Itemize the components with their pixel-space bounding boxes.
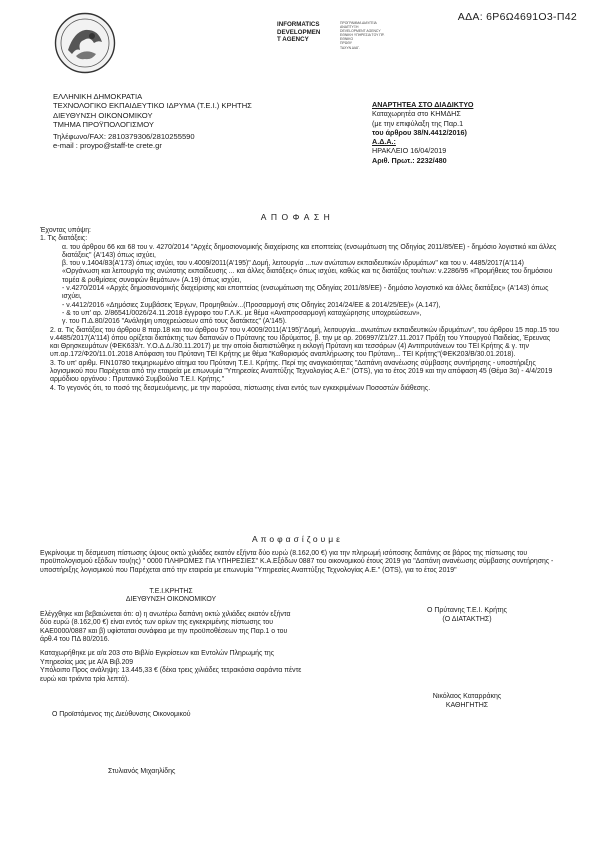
agency-logo-small-text: [340, 21, 410, 50]
issuer-line: ΤΕΧΝΟΛΟΓΙΚΟ ΕΚΠΑΙΔΕΥΤΙΚΟ ΙΔΡΥΜΑ (Τ.Ε.Ι.) ΚΡΗΤΗΣ: [53, 101, 252, 111]
item-1: 1. Τις διατάξεις:: [40, 235, 88, 243]
agency-small-line: ΕΘΝΙΚΟ: [340, 37, 354, 42]
item-4: 4. Το γεγονός ότι, το ποσό της δεσμευόμενης, με την παρούσα, πίστωσης είναι εντός των εγκεκριμένων Ποσοστών διάθεσης.: [50, 384, 431, 392]
rector-role: (Ο ΔΙΑΤΑΚΤΗΣ): [442, 615, 492, 623]
item-1f: γ. του Π.Δ.80/2016 "Ανάληψη υποχρεώσεων από τους διατάκτες" (Α'145).: [62, 318, 287, 326]
issuer-line: ΔΙΕΥΘΥΝΣΗ ΟΙΚΟΝΟΜΙΚΟΥ: [53, 110, 153, 120]
approval-text: Εγκρίνουμε τη δέσμευση πίστωσης ύψους οκτώ χιλιάδες εκατόν εξήντα δύο ευρώ (8.162,00 €) για την πληρωμή ισόποσης δαπάνης σε βάρος της πίστωσης του προϋπολογισμού εξόδων του(ης) " 0000 ΠΛΗΡΩΜΕΣ ΓΙΑ ΥΠΗΡΕΣΙΕΣ" Κ.Α.Εξόδων 0887 του οικονομικού έτους 2019 για "Δαπάνη ανανέωσης σύμβασης συντήρησης - υποστήριξης λογισμικού που Παρέχεται από την εταιρεία με επωνυμία "Υπηρεσίες Αναπτύξης Τεχνολογίας Α.Ε." (OTS), για το έτος 2019": [40, 550, 554, 574]
item-1d: - ν.4412/2016 «Δημόσιες Συμβάσεις Έργων, Προμηθειών...(Προσαρμογή στις Οδηγίες 2014/24/ΕΕ & 2014/25/ΕΕ)» (Α.147),: [62, 301, 441, 309]
director-title: Ο Προϊστάμενος της Διεύθυνσης Οικονομικού: [52, 711, 191, 718]
agency-small-line: ΠΡΩΘΥ: [340, 41, 353, 46]
intro-line: Έχοντας υπόψη:: [40, 227, 91, 234]
finance-block: [40, 588, 302, 684]
rector-title: Ο Πρύτανης Τ.Ε.Ι. Κρήτης: [426, 607, 508, 614]
decision-heading: Αποφασίζουμε: [252, 534, 343, 544]
posting-line: Καταχωρητέα στο ΚΗΜΔΗΣ: [372, 109, 461, 119]
considerations-block: [40, 227, 560, 393]
posting-line: του άρθρου 38/Ν.4412/2016): [372, 127, 467, 137]
rector-signature-block: [392, 607, 542, 624]
item-2: 2. α. Τις διατάξεις του άρθρου 8 παρ.18 και του άρθρου 57 του ν.4009/2011(Α'195)"Δομή, λειτουργία...ανωτάτων εκπαιδευτικών ιδρυμάτων", του άρθρου 15 παρ.15 του ν.4485/2017(Α'114) όπου ορίζεται διατάκτης των δαπανών ο Πρύτανης του Ιδρύματος, β. την με αρ. 206997/Ζ1/27.11.2017 Πράξη του Υπουργού Παιδείας, Έρευνας και Θρησκευμάτων (ΦΕΚ633/τ. Υ.Ο.Δ.Δ./30.11.2017) με την οποία διαπιστώθηκε η εκλογή Πρύτανη και τεσσάρων (4) Αντιπρυτάνεων του ΤΕΙ Κρήτης & γ. την υπ.αρ.172/Φ20/11.01.2018 Απόφαση του Πρύτανη ΤΕΙ Κρήτης με θέμα "Καθορισμός αναπλήρωσης του Πρύτανη... ΤΕΙ Κρήτης"(ΦΕΚ203/Β/30.01.2018).: [50, 326, 560, 359]
item-1c: - ν.4270/2014 «Αρχές δημοσιονομικής διαχείρισης και εποπτείας (ενσωμάτωση της Οδηγίας 2011/85/ΕΕ) - δημόσιο λογιστικό και άλλες διατάξεις» (Α'143) όπως ισχύει,: [62, 285, 549, 301]
issuer-email: e-mail : proypo@staff-te crete.gr: [53, 141, 162, 151]
finance-balance: Υπόλοιπο Προς ανάληψη: 13.445,33 € (δέκα τρεις χιλιάδες τετρακόσια σαράντα πέντε ευρώ και τριάντα τρία λεπτά).: [40, 667, 302, 683]
agency-logo-text: [277, 21, 320, 44]
agency-small-line: ΕΘΝΙΚΗ ΥΠΗΡΕΣΙΑ ΤΟΥ ΠΡ.: [340, 33, 385, 38]
agency-small-line: ΠΡΟΓΡΑΜΜΑ ΔΙΑΥΓΕΙΑ: [340, 21, 377, 25]
posting-line: (με την επιφύλαξη της Παρ.1: [372, 118, 464, 128]
signer-role: ΚΑΘΗΓΗΤΗΣ: [445, 701, 489, 709]
document-title: ΑΠΟΦΑΣΗ: [260, 212, 335, 222]
item-1b: β. του ν.1404/83(Α'173) όπως ισχύει, του ν.4009/2011(Α'195)" Δομή, λειτουργία ...των ανώτατων εκπαιδευτικών ιδρυμάτων" και του ν. 4485/2017(Α'114) «Οργάνωση και λειτουργία της ανώτατης εκπαίδευσης ... και άλλες διατάξεις» όπως ισχύει, καθώς και τις διατάξεις του/των: ν.2286/95 «Προμήθειες του δημόσιου τομέα & ρυθμίσεις συναφών θεμάτων» (Α.19) όπως ισχύει,: [62, 260, 553, 284]
signer-name: Νικόλαος Καταρράκης: [432, 693, 502, 700]
institution-seal-logo: [54, 12, 116, 74]
finance-registration: Καταχωρήθηκε με α/α 203 στο Βιβλίο Εγκρίσεων και Εντολών Πληρωμής της Υπηρεσίας μας με Α/Α Βιβ.209: [40, 650, 275, 666]
issuer-phone: Τηλέφωνο/FAX: 2810379306/2810255590: [53, 131, 195, 141]
ada-code: ΑΔΑ: 6Ρ6Ω4691Ο3-Π42: [457, 11, 577, 23]
agency-small-line: DEVELOPMENT AGENCY: [340, 29, 381, 34]
finance-check: Ελέγχθηκε και βεβαιώνεται ότι: α) η ανωτέρω δαπάνη οκτώ χιλιάδες εκατόν εξήντα δύο ευρώ (8.162,00 €) είναι εντός των ορίων της εγκεκριμένης πίστωσης του ΚΑΕ0000/0887 και β) υφίσταται συνάφεια με την προϋποθέσεων της Παρ.1 ο του άρθ.4 του ΠΔ 80/2016.: [40, 610, 291, 644]
agency-line: INFORMATICS: [277, 21, 320, 28]
issuer-line: ΤΜΗΜΑ ΠΡΟΫΠΟΛΟΓΙΣΜΟΥ: [53, 120, 154, 130]
agency-small-line: ΤΑΧΥΝ ΔΙΑΓ.: [340, 45, 360, 50]
posting-ada-label: Α.Δ.Α.:: [372, 137, 396, 147]
item-1a: α. του άρθρου 66 και 68 του ν. 4270/2014 "Αρχές δημοσιονομικής διαχείρισης και εποπτείας (ενσωμάτωση της Οδηγίας 2011/85/ΕΕ) - δημόσιο λογιστικό και άλλες διατάξεις" (Α'143) όπως ισχύει,: [62, 243, 557, 259]
posting-protocol: Αριθ. Πρωτ.: 2232/480: [372, 155, 447, 165]
signer-block: [392, 693, 542, 710]
item-1e: - & το υπ' αρ. 2/86541/0026/24.11.2018 έγγραφο του Γ.Λ.Κ. με θέμα «Αναπροσαρμογή καταχώρησης υποχρεώσεων»,: [62, 309, 422, 317]
posting-city-date: ΗΡΑΚΛΕΙΟ 16/04/2019: [372, 146, 447, 156]
posting-block: [372, 100, 473, 165]
agency-line: DEVELOPMEN: [277, 28, 321, 36]
posting-title: ΑΝΑΡΤΗΤΕΑ ΣΤΟ ΔΙΑΔΙΚΤΥΟ: [372, 100, 474, 109]
finance-head: ΔΙΕΥΘΥΝΣΗ ΟΙΚΟΝΟΜΙΚΟΥ: [125, 596, 217, 604]
agency-line: T AGENCY: [277, 36, 309, 44]
item-3: 3. Το υπ' αριθμ. FIN10780 τεκμηριωμένο αίτημα του Πρύτανη Τ.Ε.Ι. Κρήτης. Περί της αναγκαιότητας "Δαπάνη ανανέωσης σύμβασης συντήρησης - υποστήριξης λογισμικού που Παρέχεται από την εταιρεία με επωνυμία "Υπηρεσίες Αναπτύξης Τεχνολογίας Α.Ε." (OTS), για το έτος 2019 και την απόφαση 45 (Θέμα 3α) - 4/4/2019 αρμόδιου οργάνου : Πρυτανικό Συμβούλιο Τ.Ε.Ι. Κρήτης.": [50, 359, 553, 384]
approval-paragraph: [40, 550, 560, 575]
director-name: Στυλιανός Μιχαηλίδης: [108, 768, 176, 775]
issuer-line: ΕΛΛΗΝΙΚΗ ΔΗΜΟΚΡΑΤΙΑ: [53, 92, 143, 101]
issuer-block: [53, 92, 252, 150]
finance-head: Τ.Ε.Ι.ΚΡΗΤΗΣ: [149, 588, 193, 595]
agency-small-line: ΑΝΑΠΤΥΞΗ: [340, 25, 359, 30]
